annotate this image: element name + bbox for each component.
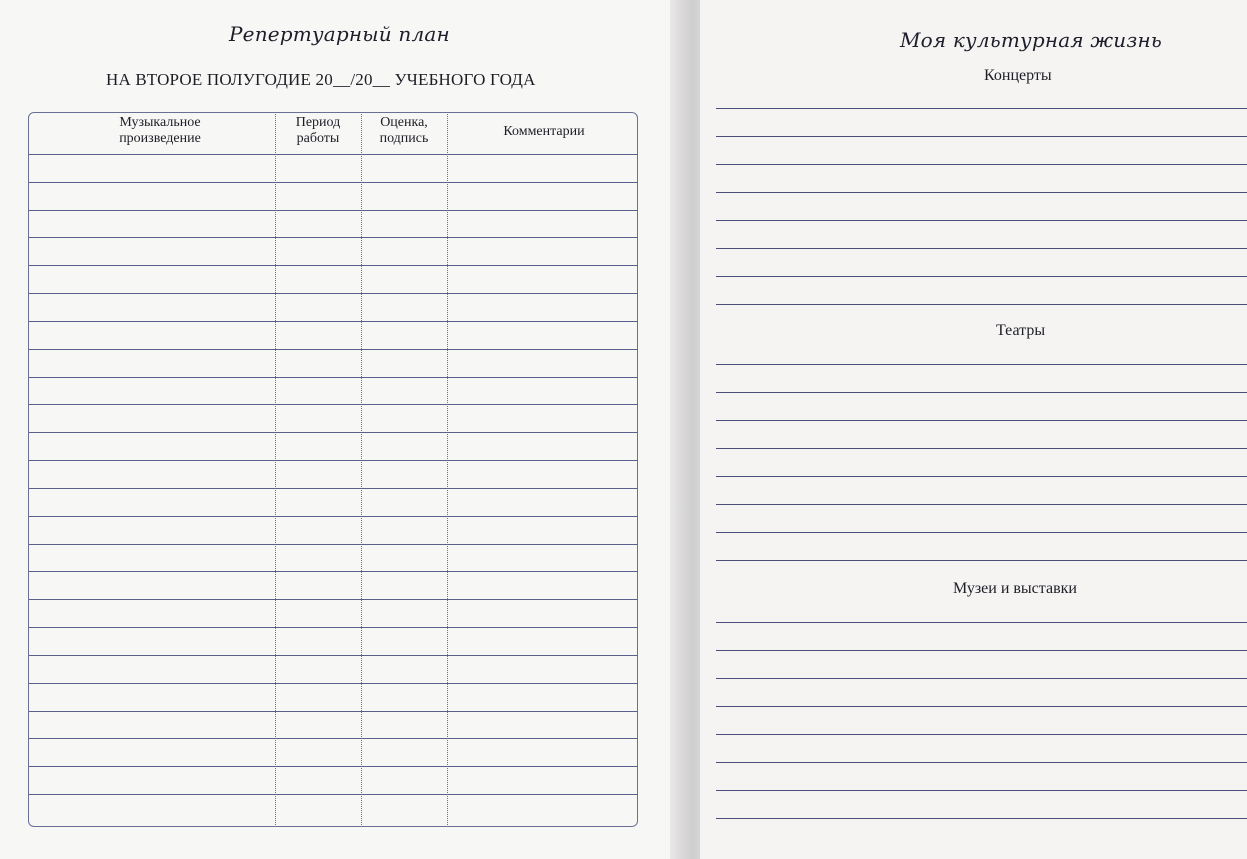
ruled-line bbox=[716, 678, 1247, 679]
ruled-line bbox=[716, 706, 1247, 707]
ruled-line bbox=[716, 650, 1247, 651]
table-row-line bbox=[29, 683, 637, 684]
table-row-line bbox=[29, 182, 637, 183]
table-row-line bbox=[29, 794, 637, 795]
table-row-line bbox=[29, 655, 637, 656]
ruled-line bbox=[716, 560, 1247, 561]
column-divider bbox=[447, 112, 448, 827]
ruled-line bbox=[716, 762, 1247, 763]
table-row-line bbox=[29, 349, 637, 350]
ruled-line bbox=[716, 192, 1247, 193]
table-row-line bbox=[29, 404, 637, 405]
ruled-line bbox=[716, 790, 1247, 791]
table-row-line bbox=[29, 321, 637, 322]
ruled-line bbox=[716, 476, 1247, 477]
ruled-line bbox=[716, 448, 1247, 449]
table-row-line bbox=[29, 460, 637, 461]
table-row-line bbox=[29, 571, 637, 572]
right-page bbox=[700, 0, 1247, 859]
ruled-line bbox=[716, 304, 1247, 305]
table-row-line bbox=[29, 599, 637, 600]
table-row-line bbox=[29, 293, 637, 294]
ruled-line bbox=[716, 420, 1247, 421]
column-header-piece: Музыкальное произведение bbox=[119, 115, 201, 146]
ruled-line bbox=[716, 532, 1247, 533]
section-museums: Музеи и выставки bbox=[953, 580, 1077, 597]
column-header-grade: Оценка, подпись bbox=[379, 115, 429, 146]
table-row-line bbox=[29, 766, 637, 767]
ruled-line bbox=[716, 364, 1247, 365]
table-row-line bbox=[29, 154, 637, 155]
column-header-period: Период работы bbox=[295, 115, 341, 146]
ruled-line bbox=[716, 622, 1247, 623]
table-row-line bbox=[29, 237, 637, 238]
table-row-line bbox=[29, 488, 637, 489]
left-page-subtitle: НА ВТОРОЕ ПОЛУГОДИЕ 20__/20__ УЧЕБНОГО ГОДА bbox=[106, 70, 536, 89]
table-row-line bbox=[29, 377, 637, 378]
table-row-line bbox=[29, 627, 637, 628]
table-row-line bbox=[29, 432, 637, 433]
ruled-line bbox=[716, 220, 1247, 221]
table-row-line bbox=[29, 738, 637, 739]
table-row-line bbox=[29, 711, 637, 712]
column-divider bbox=[275, 112, 276, 827]
table-row-line bbox=[29, 210, 637, 211]
ruled-line bbox=[716, 108, 1247, 109]
table-row-line bbox=[29, 516, 637, 517]
table-row-line bbox=[29, 265, 637, 266]
ruled-line bbox=[716, 392, 1247, 393]
column-header-comments: Комментарии bbox=[503, 124, 585, 139]
ruled-line bbox=[716, 248, 1247, 249]
right-page-title: Моя культурная жизнь bbox=[900, 28, 1162, 52]
ruled-line bbox=[716, 734, 1247, 735]
ruled-line bbox=[716, 818, 1247, 819]
left-page-title: Репертуарный план bbox=[229, 22, 450, 46]
ruled-line bbox=[716, 504, 1247, 505]
section-theatres: Театры bbox=[996, 322, 1046, 339]
ruled-line bbox=[716, 136, 1247, 137]
section-concerts: Концерты bbox=[984, 67, 1052, 84]
table-row-line bbox=[29, 544, 637, 545]
repertoire-table bbox=[28, 112, 638, 827]
column-divider bbox=[361, 112, 362, 827]
ruled-line bbox=[716, 276, 1247, 277]
ruled-line bbox=[716, 164, 1247, 165]
